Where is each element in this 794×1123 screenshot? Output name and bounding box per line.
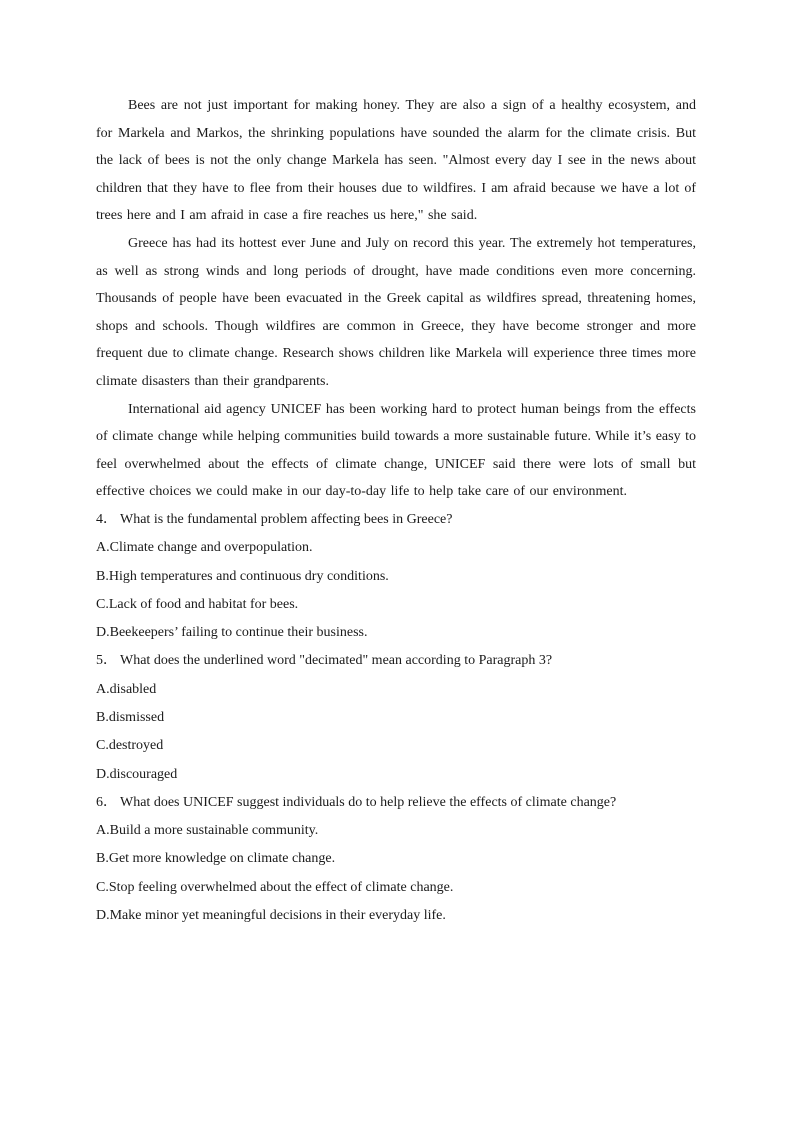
question-stem — [96, 647, 696, 675]
answer-option-a: A.Build a more sustainable community. — [96, 823, 319, 839]
question-4 — [96, 506, 696, 647]
answer-option-d: D.discouraged — [96, 766, 178, 782]
question-text: What does the underlined word "decimated" mean according to Paragraph 3? — [120, 653, 553, 669]
passage-paragraph: Greece has had its hottest ever June and July on record this year. The extremely hot temperatures, as well as strong winds and long periods of drought, have made conditions even more concerning. Thousands of people have been evacuated in the Greek capital as wildfires spread, threatening homes, shops and schools. Though wildfires are common in Greece, they have become stronger and more frequent due to climate change. Research shows children like Markela will experience three times more climate disasters than their grandparents. — [96, 235, 696, 389]
answer-option-c: C.Lack of food and habitat for bees. — [96, 596, 299, 612]
passage-paragraph: Bees are not just important for making honey. They are also a sign of a healthy ecosystem, and for Markela and Markos, the shrinking populations have sounded the alarm for the climate crisis. But the lack of bees is not the only change Markela has seen. "Almost every day I see in the news about children that they have to flee from their houses due to wildfires. I am afraid because we have a lot of trees here and I am afraid in case a fire reaches us here," she said. — [96, 98, 696, 224]
answer-option-b: B.High temperatures and continuous dry conditions. — [96, 568, 389, 584]
answer-option-d: D.Make minor yet meaningful decisions in their everyday life. — [96, 908, 446, 924]
document-page — [96, 92, 696, 930]
answer-option-a: A.Climate change and overpopulation. — [96, 540, 313, 556]
answer-option-b: B.Get more knowledge on climate change. — [96, 851, 336, 867]
question-stem — [96, 506, 696, 534]
passage — [96, 92, 696, 506]
answer-option-d: D.Beekeepers’ failing to continue their business. — [96, 625, 368, 641]
answer-option-c: C.destroyed — [96, 738, 164, 754]
answer-option-a: A.disabled — [96, 681, 157, 697]
passage-paragraph: International aid agency UNICEF has been working hard to protect human beings from the effects of climate change while helping communities build towards a more sustainable future. While it’s easy to feel overwhelmed about the effects of climate change, UNICEF said there were lots of small but effective choices we could make in our day-to-day life to help take care of our environment. — [96, 401, 696, 500]
question-text: What is the fundamental problem affecting bees in Greece? — [120, 511, 453, 527]
question-5 — [96, 647, 696, 788]
question-6 — [96, 789, 696, 930]
question-number: 6． — [96, 794, 117, 810]
question-stem — [96, 789, 696, 817]
answer-option-c: C.Stop feeling overwhelmed about the effect of climate change. — [96, 879, 454, 895]
question-number: 4． — [96, 511, 117, 527]
answer-option-b: B.dismissed — [96, 709, 165, 725]
question-text: What does UNICEF suggest individuals do to help relieve the effects of climate change? — [120, 794, 617, 810]
question-number: 5． — [96, 653, 117, 669]
